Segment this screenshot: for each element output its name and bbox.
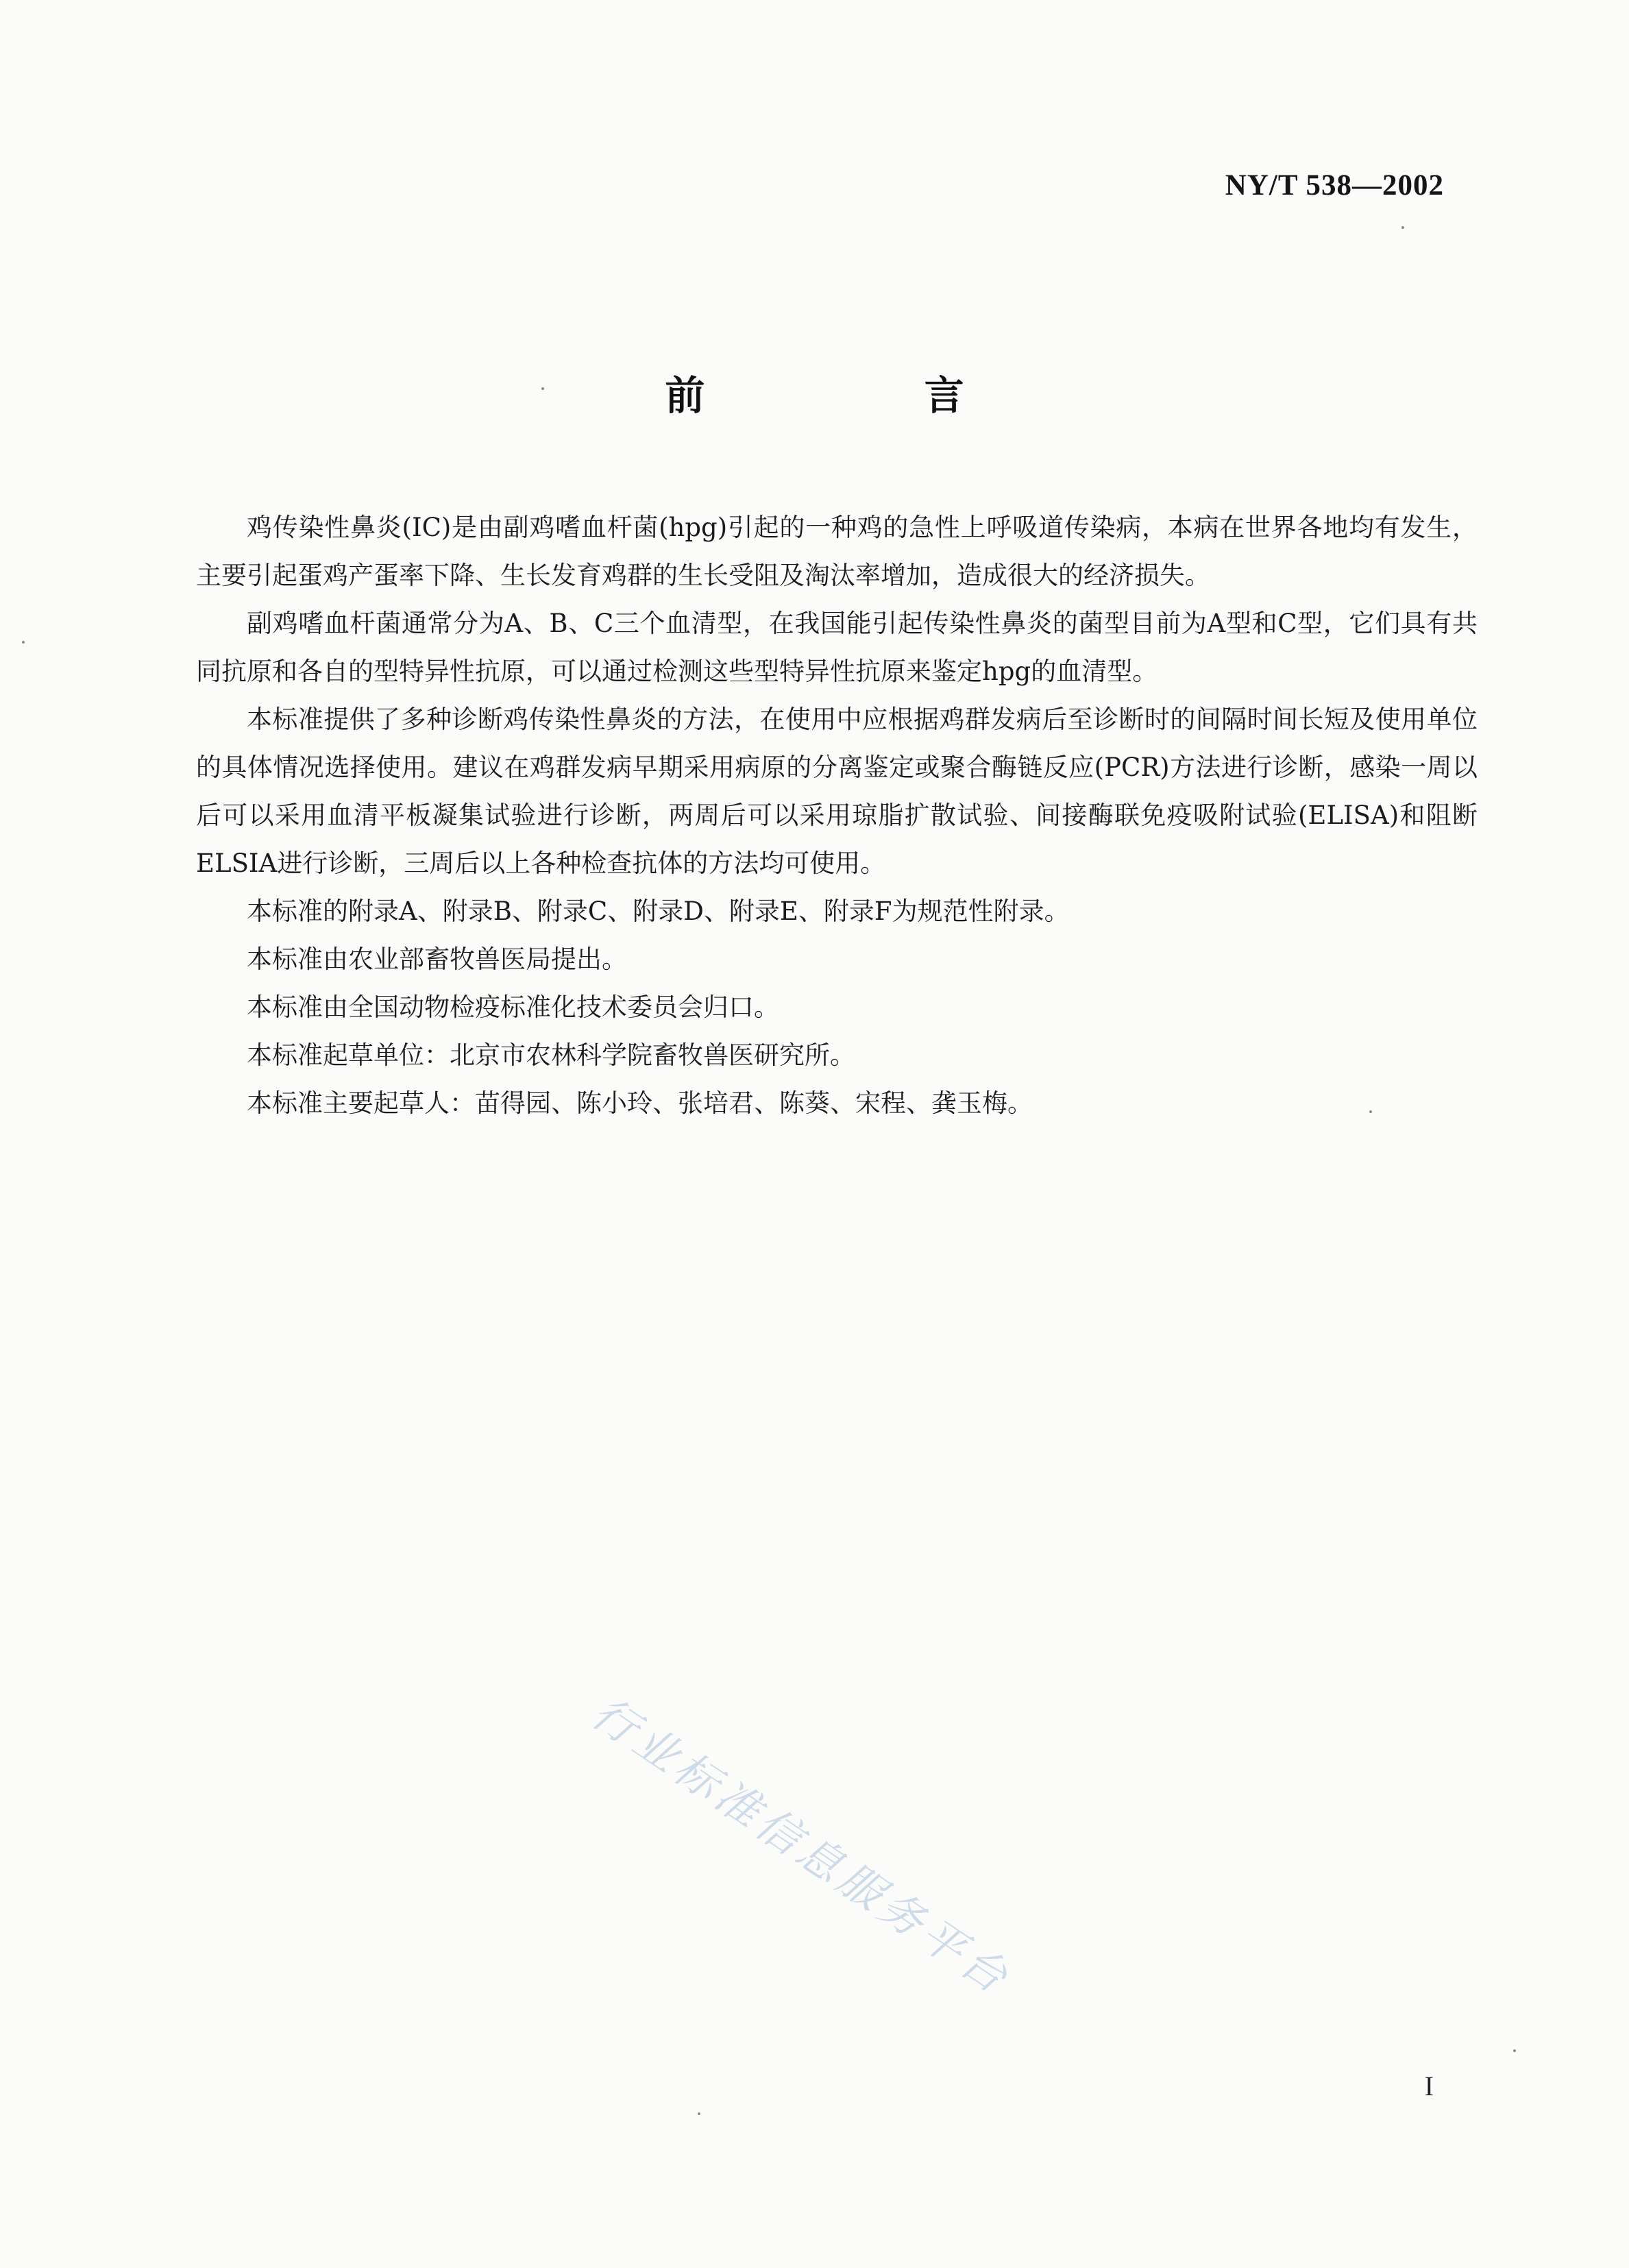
paragraph-drafters: 本标准主要起草人：苗得园、陈小玲、张培君、陈葵、宋程、龚玉梅。 bbox=[247, 1088, 1033, 1118]
paragraph-drafting-unit: 本标准起草单位：北京市农林科学院畜牧兽医研究所。 bbox=[247, 1040, 855, 1070]
standard-number: NY/T 538—2002 bbox=[1225, 169, 1444, 202]
watermark: 行业标准信息服务平台 bbox=[583, 1687, 1020, 2006]
scan-speck bbox=[1513, 2049, 1516, 2052]
paragraph-centralized-by: 本标准由全国动物检疫标准化技术委员会归口。 bbox=[247, 992, 779, 1022]
page-title: 前 言 bbox=[665, 372, 1067, 419]
foreword-body bbox=[196, 504, 1478, 1127]
paragraph-annexes: 本标准的附录A、附录B、附录C、附录D、附录E、附录F为规范性附录。 bbox=[247, 897, 1070, 926]
scan-speck bbox=[698, 2112, 700, 2115]
scan-speck bbox=[1401, 226, 1404, 229]
scan-speck bbox=[541, 387, 544, 390]
page-number: I bbox=[1424, 2071, 1434, 2101]
scan-speck bbox=[1369, 1110, 1372, 1113]
scan-speck bbox=[22, 641, 25, 644]
paragraph-methods: 本标准提供了多种诊断鸡传染性鼻炎的方法，在使用中应根据鸡群发病后至诊断时的间隔时间长短及使用单位的具体情况选择使用。建议在鸡群发病早期采用病原的分离鉴定或聚合酶链反应(PCR)方法进行诊断，感染一周以后可以采用血清平板凝集试验进行诊断，两周后可以采用琼脂扩散试验、间接酶联免疫吸附试验(ELISA)和阻断ELSIA进行诊断，三周后以上各种检查抗体的方法均可使用。 bbox=[196, 705, 1478, 878]
paragraph-intro: 鸡传染性鼻炎(IC)是由副鸡嗜血杆菌(hpg)引起的一种鸡的急性上呼吸道传染病，本病在世界各地均有发生，主要引起蛋鸡产蛋率下降、生长发育鸡群的生长受阻及淘汰率增加，造成很大的经济损失。 bbox=[196, 513, 1478, 590]
paragraph-serotypes: 副鸡嗜血杆菌通常分为A、B、C三个血清型，在我国能引起传染性鼻炎的菌型目前为A型和C型，它们具有共同抗原和各自的型特异性抗原，可以通过检测这些型特异性抗原来鉴定hpg的血清型。 bbox=[196, 609, 1478, 686]
paragraph-proposed-by: 本标准由农业部畜牧兽医局提出。 bbox=[247, 944, 627, 974]
